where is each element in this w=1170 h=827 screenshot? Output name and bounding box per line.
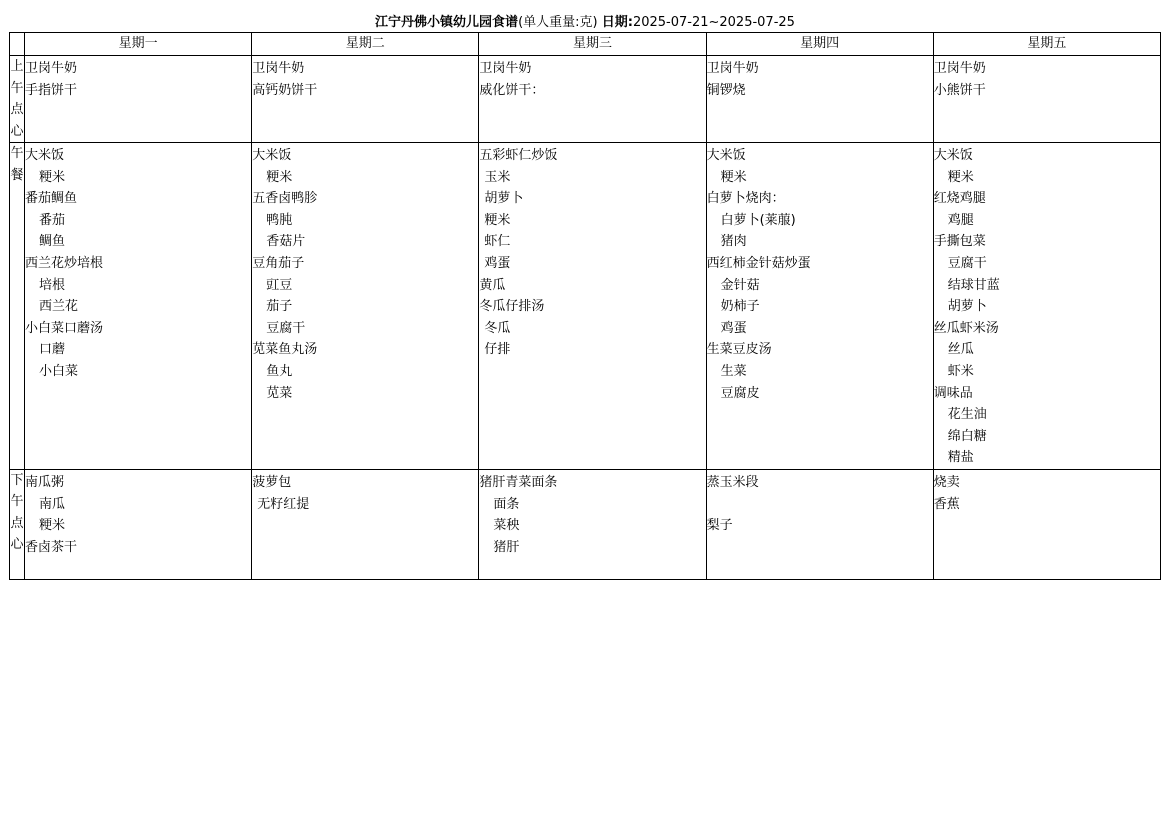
- meal-row-afternoon-snack: [10, 469, 1161, 579]
- dish-item: 铜锣烧: [706, 82, 746, 98]
- ingredient-item: 番茄: [39, 212, 66, 228]
- menu-cell: [933, 469, 1160, 579]
- ingredient-item: 胡萝卜: [484, 191, 524, 207]
- ingredient-item: 冬瓜: [484, 320, 511, 336]
- meal-label: [10, 469, 25, 579]
- ingredient-item: 结球甘蓝: [947, 277, 1000, 293]
- ingredient-item: 丝瓜: [947, 342, 974, 358]
- menu-cell: [25, 143, 252, 470]
- menu-cell: [706, 56, 933, 143]
- menu-cell: [252, 56, 479, 143]
- dish-item: 大米饭: [252, 148, 292, 163]
- dish-item: 西兰花炒培根: [25, 255, 104, 271]
- dish-item: 五彩虾仁炒饭: [479, 148, 558, 163]
- menu-cell: [25, 469, 252, 579]
- menu-cell: [252, 143, 479, 470]
- dish-item: 红烧鸡腿: [933, 191, 986, 207]
- ingredient-item: 鱼丸: [266, 363, 293, 379]
- ingredient-item: 茄子: [266, 299, 293, 315]
- menu-cell: [933, 143, 1160, 470]
- dish-item: 南瓜粥: [25, 474, 65, 490]
- ingredient-item: 粳米: [266, 169, 293, 185]
- dish-item: 卫岗牛奶: [25, 61, 78, 76]
- ingredient-item: 西兰花: [39, 299, 79, 315]
- dish-item: 生菜豆皮汤: [706, 342, 772, 358]
- ingredient-item: 豇豆: [266, 277, 293, 293]
- dish-item: 高钙奶饼干: [252, 82, 318, 98]
- dish-item: 苋菜鱼丸汤: [252, 342, 318, 358]
- ingredient-item: 精盐: [947, 450, 974, 466]
- ingredient-item: 白萝卜(莱菔): [720, 212, 796, 228]
- ingredient-item: 生菜: [720, 363, 747, 379]
- dish-item: 手撕包菜: [933, 234, 986, 250]
- header-corner: [10, 33, 25, 56]
- dish-item: 梨子: [706, 518, 733, 534]
- ingredient-item: 粳米: [484, 212, 511, 228]
- ingredient-item: 豆腐干: [947, 255, 987, 271]
- dish-item: 菠萝包: [252, 474, 292, 490]
- ingredient-item: 仔排: [484, 342, 511, 358]
- ingredient-item: 粳米: [947, 169, 974, 185]
- menu-cell: [25, 56, 252, 143]
- dish-item: 冬瓜仔排汤: [479, 299, 545, 315]
- meal-label-char: 午: [10, 80, 24, 96]
- school-name: 江宁丹佛小镇幼儿园食谱: [375, 15, 519, 30]
- menu-cell: [479, 56, 706, 143]
- day-header: 星期四: [706, 33, 933, 56]
- meal-label-char: 上: [10, 59, 24, 74]
- ingredient-item: 鸭肫: [266, 212, 293, 228]
- dish-item: 香蕉: [933, 496, 960, 512]
- menu-table: [9, 32, 1161, 580]
- ingredient-item: 香菇片: [266, 234, 306, 250]
- day-header: 星期二: [252, 33, 479, 56]
- ingredient-item: 无籽红提: [257, 496, 310, 512]
- dish-item: [707, 494, 933, 516]
- dish-item: 番茄鲷鱼: [25, 191, 78, 207]
- dish-item: 小熊饼干: [933, 82, 986, 98]
- dish-item: 威化饼干：: [479, 82, 545, 98]
- dish-item: 小白菜口蘑汤: [25, 320, 104, 336]
- ingredient-item: 金针菇: [720, 277, 760, 293]
- ingredient-item: 培根: [39, 277, 66, 293]
- dish-item: 大米饭: [25, 148, 65, 163]
- dish-item: 丝瓜虾米汤: [933, 320, 999, 336]
- ingredient-item: 面条: [493, 496, 520, 512]
- dish-item: 卫岗牛奶: [252, 61, 305, 76]
- menu-cell: [706, 143, 933, 470]
- ingredient-item: 鲷鱼: [39, 234, 66, 250]
- meal-label-char: 点: [10, 102, 24, 117]
- menu-cell: [933, 56, 1160, 143]
- dish-item: 猪肝青菜面条: [479, 474, 558, 490]
- dish-item: 卫岗牛奶: [706, 61, 759, 76]
- meal-row-morning-snack: [10, 56, 1161, 143]
- day-header: 星期五: [933, 33, 1160, 56]
- meal-label-char: 餐: [10, 167, 24, 183]
- dish-item: 调味品: [933, 385, 973, 401]
- ingredient-item: 奶柿子: [720, 299, 760, 315]
- ingredient-item: 口蘑: [39, 342, 66, 358]
- ingredient-item: 鸡腿: [947, 212, 974, 228]
- header-row: [10, 33, 1161, 56]
- ingredient-item: 鸡蛋: [484, 255, 511, 271]
- ingredient-item: 豆腐干: [266, 320, 306, 336]
- meal-label-char: 点: [10, 515, 24, 531]
- page-title: [0, 14, 1170, 32]
- meal-label-char: 午: [10, 146, 24, 161]
- unit-note: (单人重量:克): [518, 15, 598, 30]
- dish-item: 烧卖: [933, 474, 960, 490]
- ingredient-item: 苋菜: [266, 385, 293, 401]
- day-header: 星期三: [479, 33, 706, 56]
- meal-label: [10, 143, 25, 470]
- menu-cell: [479, 143, 706, 470]
- menu-cell: [706, 469, 933, 579]
- date-range: 2025-07-21~2025-07-25: [632, 15, 795, 30]
- ingredient-item: 南瓜: [39, 496, 66, 512]
- meal-label-char: 午: [10, 494, 24, 510]
- dish-item: 豆角茄子: [252, 255, 305, 271]
- dish-item: 黄瓜: [479, 277, 506, 293]
- dish-item: 大米饭: [706, 148, 746, 163]
- meal-label-char: 下: [10, 472, 24, 488]
- ingredient-item: 粳米: [39, 169, 66, 185]
- dish-item: 香卤茶干: [25, 539, 78, 555]
- dish-item: 手指饼干: [25, 82, 78, 98]
- ingredient-item: 花生油: [947, 407, 987, 423]
- ingredient-item: 猪肝: [493, 539, 520, 555]
- date-label: 日期:: [601, 15, 633, 30]
- ingredient-item: 粳米: [39, 518, 66, 534]
- day-header: 星期一: [25, 33, 252, 56]
- dish-item: 五香卤鸭胗: [252, 191, 318, 207]
- ingredient-item: 菜秧: [493, 518, 520, 534]
- ingredient-item: 猪肉: [720, 234, 747, 250]
- dish-item: 卫岗牛奶: [933, 61, 986, 76]
- ingredient-item: 虾米: [947, 363, 974, 379]
- ingredient-item: 鸡蛋: [720, 320, 747, 336]
- ingredient-item: 虾仁: [484, 234, 511, 250]
- ingredient-item: 胡萝卜: [947, 299, 987, 315]
- menu-cell: [479, 469, 706, 579]
- ingredient-item: 粳米: [720, 169, 747, 185]
- dish-item: 大米饭: [933, 148, 973, 163]
- meal-label-char: 心: [10, 537, 24, 553]
- menu-cell: [252, 469, 479, 579]
- dish-item: 白萝卜烧肉：: [706, 191, 785, 207]
- dish-item: 西红柿金针菇炒蛋: [706, 255, 811, 271]
- dish-item: 蒸玉米段: [706, 474, 759, 490]
- meal-row-lunch: [10, 143, 1161, 470]
- ingredient-item: 绵白糖: [947, 428, 987, 444]
- ingredient-item: 小白菜: [39, 363, 79, 379]
- dish-item: 卫岗牛奶: [479, 61, 532, 76]
- meal-label: [10, 56, 25, 143]
- ingredient-item: 豆腐皮: [720, 385, 760, 401]
- meal-label-char: 心: [10, 123, 24, 139]
- ingredient-item: 玉米: [484, 169, 511, 185]
